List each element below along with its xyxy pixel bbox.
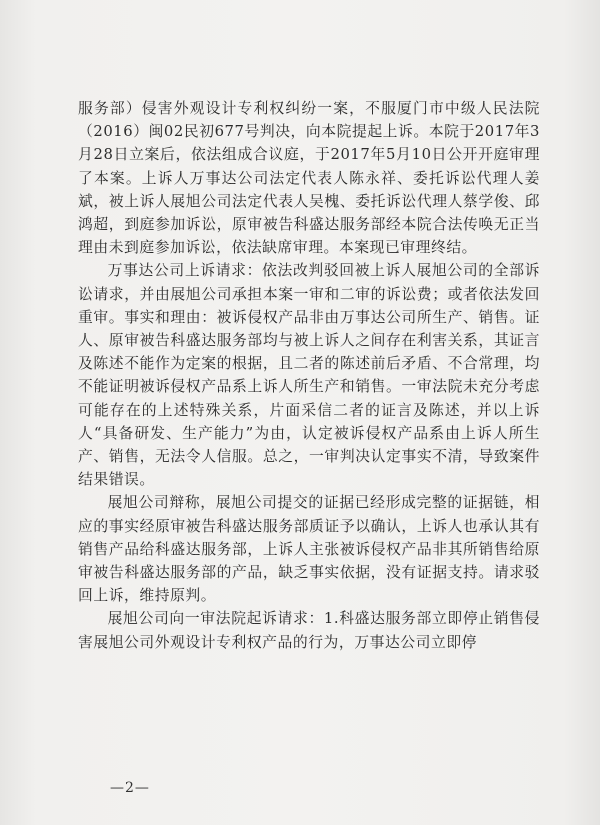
- paragraph-appellee-defense: 展旭公司辩称，展旭公司提交的证据已经形成完整的证据链，相应的事实经原审被告科盛达服务部质证予以确认，上诉人也承认其有销售产品给科盛达服务部，上诉人主张被诉侵权产品非其所销售给原审被告科盛达服务部的产品，缺乏事实依据，没有证据支持。请求驳回上诉，维持原判。: [78, 494, 540, 605]
- paragraph-case-background: 服务部）侵害外观设计专利权纠纷一案，不服厦门市中级人民法院（2016）闽02民初677号判决，向本院提起上诉。本院于2017年3月28日立案后，依法组成合议庭，于2017年5月10日公开开庭审理了本案。上诉人万事达公司法定代表人陈永祥、委托诉讼代理人姜斌，被上诉人展旭公司法定代表人吴槐、委托诉讼代理人蔡学俊、邱鸿超，到庭参加诉讼，原审被告科盛达服务部经本院合法传唤无正当理由未到庭参加诉讼，依法缺席审理。本案现已审理终结。: [78, 100, 540, 257]
- paragraph-appellant-claims: 万事达公司上诉请求：依法改判驳回被上诉人展旭公司的全部诉讼请求，并由展旭公司承担本案一审和二审的诉讼费；或者依法发回重审。事实和理由：被诉侵权产品非由万事达公司所生产、销售。证人、原审被告科盛达服务部均与被上诉人之间存在利害关系，其证言及陈述不能作为定案的根据，且二者的陈述前后矛盾、不合常理，均不能证明被诉侵权产品系上诉人所生产和销售。一审法院未充分考虑可能存在的上述特殊关系，片面采信二者的证言及陈述，并以上诉人“具备研发、生产能力”为由，认定被诉侵权产品系由上诉人所生产、销售，无法令人信服。总之，一审判决认定事实不清，导致案件结果错误。: [78, 262, 540, 489]
- page-number: —2—: [110, 780, 150, 796]
- paragraph-first-instance-claims: 展旭公司向一审法院起诉请求：1.科盛达服务部立即停止销售侵害展旭公司外观设计专利权产品的行为，万事达公司立即停: [78, 610, 540, 651]
- document-body: [78, 97, 540, 654]
